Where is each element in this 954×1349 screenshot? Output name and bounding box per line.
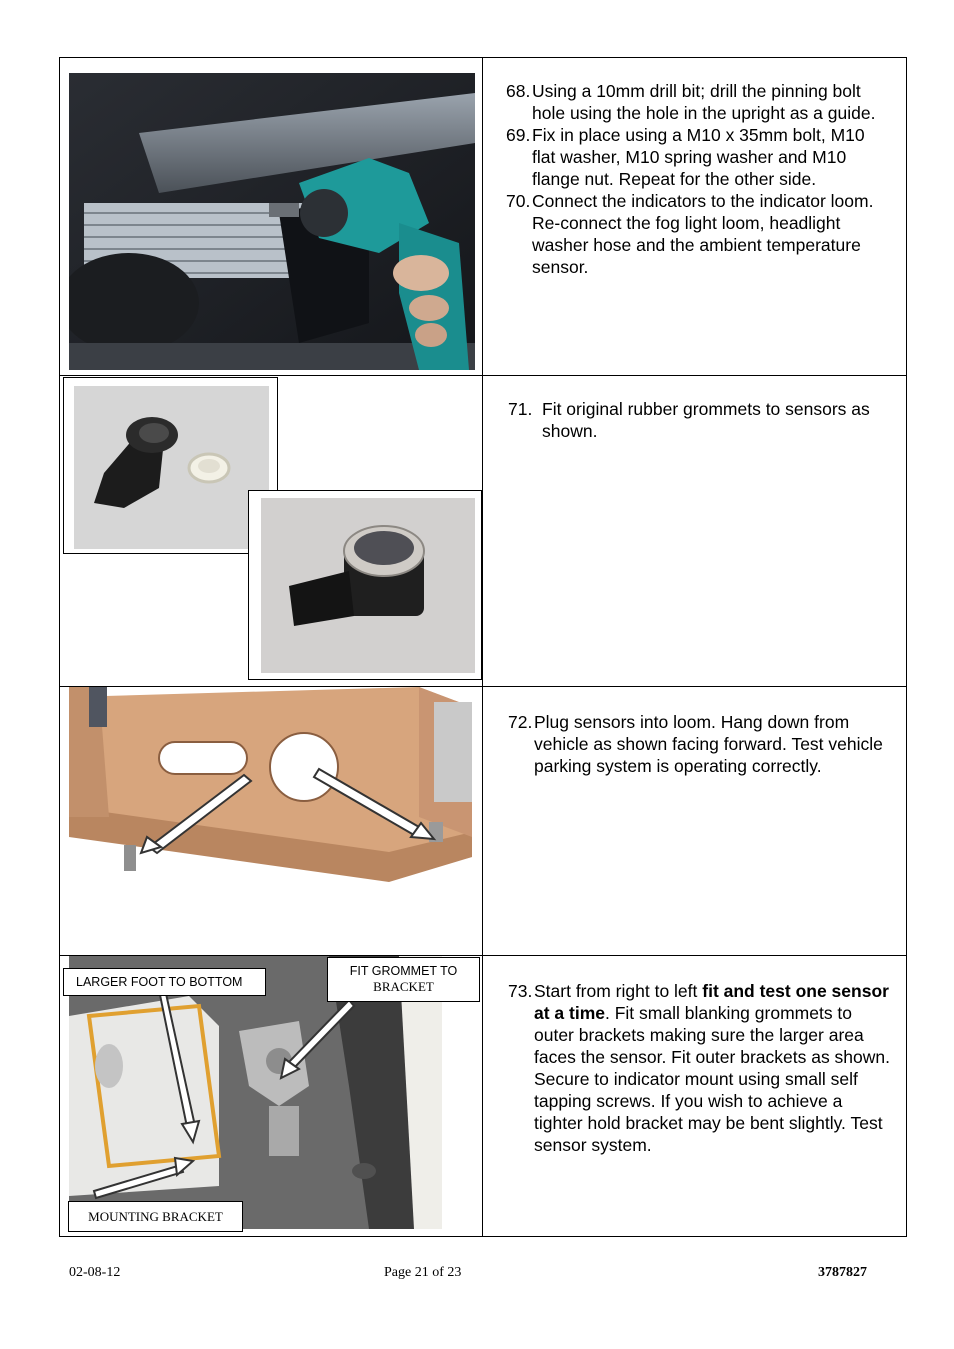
step-number: 69. — [506, 125, 531, 145]
footer-page-number: Page 21 of 23 — [384, 1265, 462, 1280]
step-number: 70. — [506, 191, 531, 211]
step-69 — [508, 124, 892, 190]
step-73-block — [508, 980, 892, 1156]
step-text — [534, 980, 892, 1156]
callout-text: FIT GROMMET TO — [349, 964, 458, 978]
step-70 — [508, 190, 892, 278]
footer-doc-number: 3787827 — [818, 1265, 867, 1280]
step-71-block — [508, 398, 892, 442]
callout-text: LARGER FOOT TO BOTTOM — [76, 975, 243, 989]
step-71 — [508, 398, 892, 442]
step-68 — [508, 80, 892, 124]
step-text: Fit original rubber grommets to sensors as shown. — [542, 399, 870, 441]
step-number: 72. — [508, 712, 533, 732]
footer-date: 02-08-12 — [69, 1265, 121, 1280]
step-text: Connect the indicators to the indicator loom. Re-connect the fog light loom, headlight washer hose and the ambient temperature sensor. — [532, 191, 874, 277]
step-text: Fix in place using a M10 x 35mm bolt, M10 flat washer, M10 spring washer and M10 flange nut. Repeat for the other side. — [532, 125, 865, 189]
steps-68-70 — [508, 80, 892, 278]
callout-text: MOUNTING BRACKET — [88, 1209, 223, 1224]
step-72-block — [508, 711, 892, 777]
table-row — [60, 375, 906, 687]
table-row — [60, 686, 906, 956]
table-row — [60, 58, 906, 376]
callout-text: BRACKET — [373, 979, 434, 994]
step-text: Using a 10mm drill bit; drill the pinning bolt hole using the hole in the upright as a guide. — [532, 81, 876, 123]
step-text-rest: . Fit small blanking grommets to outer brackets making sure the larger area faces the sensor. Fit outer brackets as shown. Secure to indicator mount using small self tapping screws. If you wish to achieve a tighter hold bracket may be bent slightly. Test sensor system. — [534, 1003, 891, 1155]
step-number: 71. — [508, 399, 533, 419]
step-73 — [508, 980, 892, 1156]
step-number: 68. — [506, 81, 531, 101]
instructions-table — [59, 57, 907, 1237]
table-row — [60, 955, 906, 1236]
step-72 — [508, 711, 892, 777]
mounting-bracket-callout — [68, 1201, 243, 1232]
bumper-bracket-diagram — [69, 687, 472, 897]
larger-foot-callout — [63, 968, 266, 996]
step-number: 73. — [508, 981, 533, 1001]
step-text-emphasis: fit and test one sensor at a time — [534, 981, 889, 1023]
step-text: Plug sensors into loom. Hang down from vehicle as shown facing forward. Test vehicle parking system is operating correctly. — [534, 712, 883, 776]
fit-grommet-callout — [327, 957, 480, 1002]
sensor-assembled-photo-frame — [248, 490, 482, 680]
drill-photo — [69, 73, 475, 370]
step-text-lead: Start from right to left — [534, 981, 703, 1001]
sensor-grommet-photo-frame — [63, 377, 278, 554]
